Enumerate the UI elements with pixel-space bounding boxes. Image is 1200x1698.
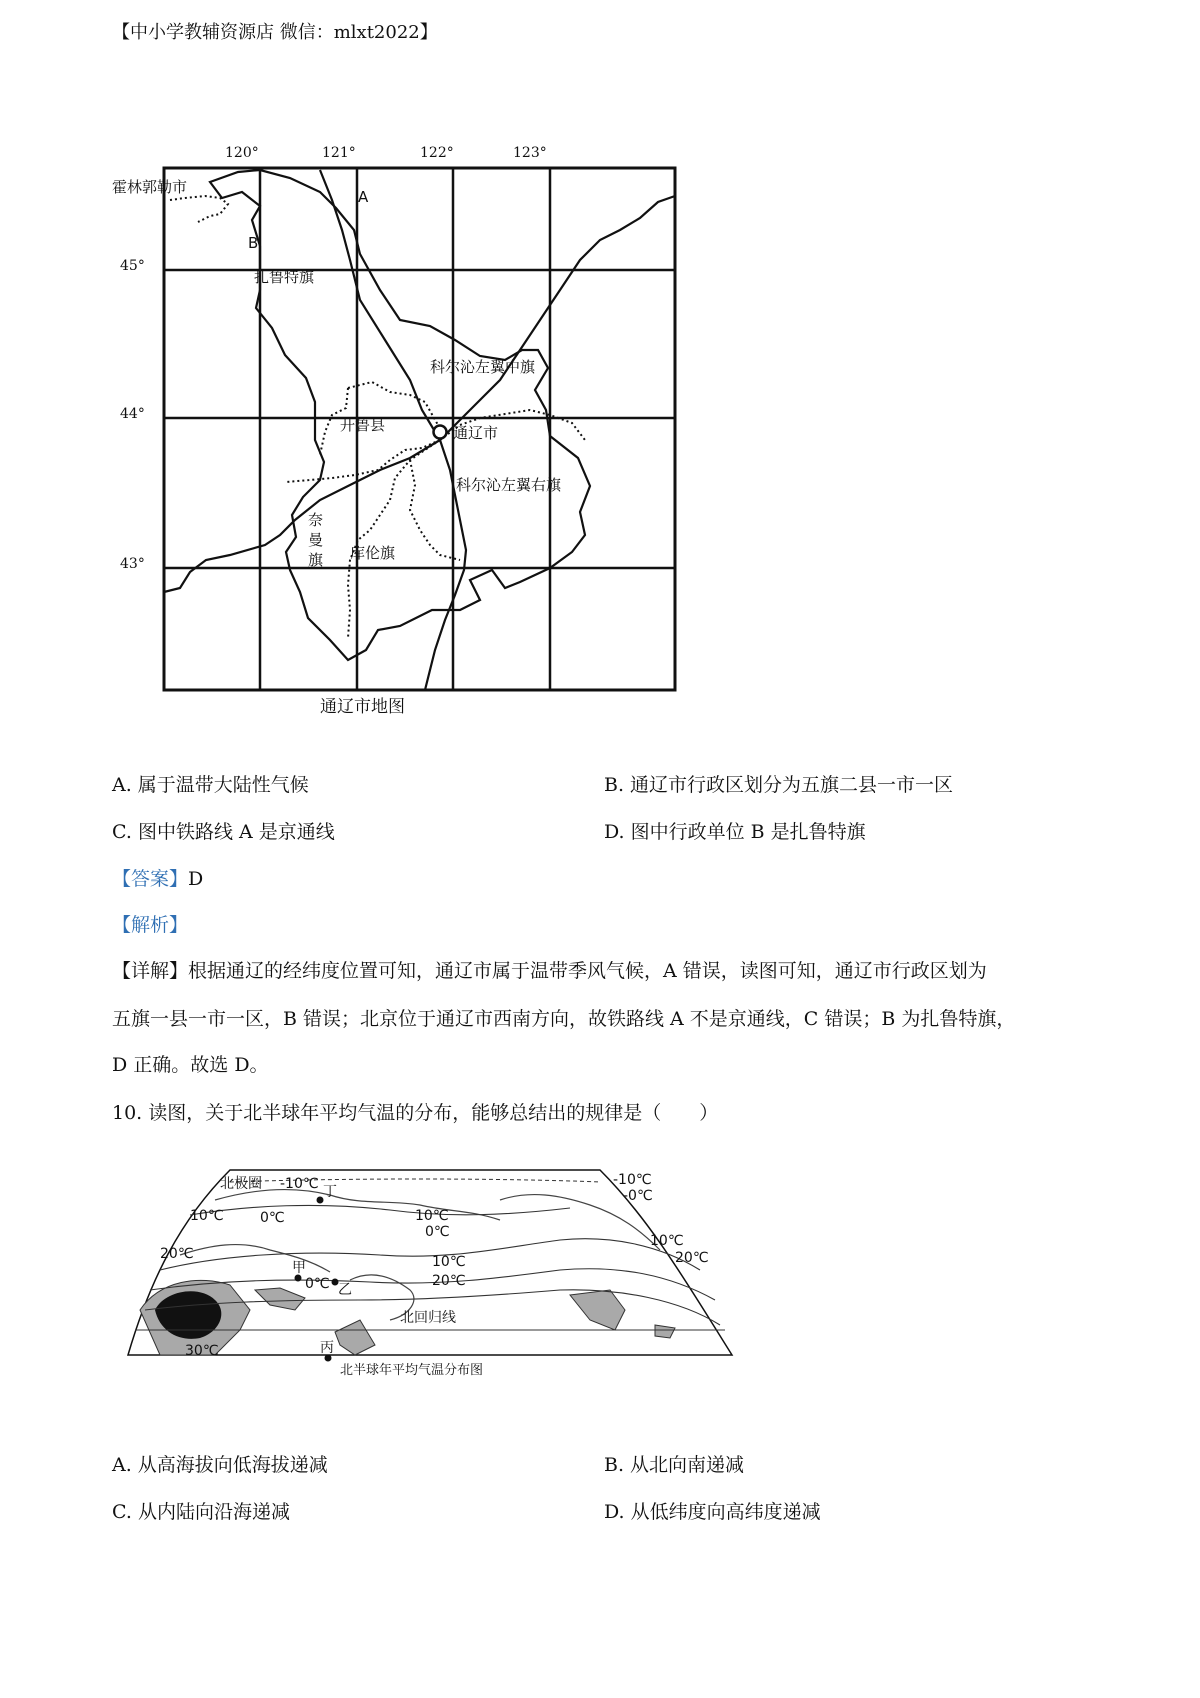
place-naiman-1: 奈 — [308, 511, 324, 529]
q9-option-d[interactable]: D. 图中行政单位 B 是扎鲁特旗 — [604, 821, 866, 843]
city-boundary — [210, 170, 590, 660]
q9-option-a[interactable]: A. 属于温带大陆性气候 — [112, 774, 309, 796]
lon-label: 122° — [420, 145, 454, 161]
isotherm-label: -10℃ — [280, 1176, 319, 1192]
q10-option-c[interactable]: C. 从内陆向沿海递减 — [112, 1501, 290, 1523]
label-tropic: 北回归线 — [400, 1310, 456, 1326]
point-jia-label: 甲 — [292, 1260, 306, 1276]
q10-option-d[interactable]: D. 从低纬度向高纬度递减 — [604, 1501, 821, 1523]
map-grid — [164, 168, 675, 690]
label-arctic: 北极圈 — [220, 1176, 262, 1192]
isotherm-label: -10℃ — [613, 1172, 652, 1188]
place-kezuozhong: 科尔沁左翼中旗 — [430, 358, 536, 376]
isotherm-label: 30℃ — [185, 1343, 219, 1359]
map2-caption: 北半球年平均气温分布图 — [340, 1363, 484, 1378]
q10-option-a[interactable]: A. 从高海拔向低海拔递减 — [112, 1454, 328, 1476]
point-yi-label: 乙 — [338, 1282, 352, 1298]
place-kailu: 开鲁县 — [340, 416, 386, 434]
isotherm-label: 20℃ — [675, 1250, 709, 1266]
point-ding-label: 丁 — [323, 1184, 337, 1200]
isotherm-label: 0℃ — [305, 1276, 330, 1292]
lon-label: 120° — [225, 145, 259, 161]
answer-value: D — [188, 868, 204, 890]
isotherm-label: -0℃ — [623, 1188, 653, 1204]
place-kezuohou: 科尔沁左翼右旗 — [456, 476, 562, 494]
isotherm-label: 20℃ — [432, 1273, 466, 1289]
railway-ne — [440, 196, 675, 440]
admin-b-label: B — [248, 234, 259, 252]
tongliao-point — [434, 426, 447, 439]
lat-label: 44° — [120, 406, 145, 422]
place-naiman-2: 曼 — [308, 531, 324, 549]
q10-stem: 10. 读图，关于北半球年平均气温的分布，能够总结出的规律是（ ） — [112, 1102, 719, 1124]
q9-answer — [112, 864, 203, 891]
page-header: 【中小学教辅资源店 微信：mlxt2022】 — [112, 22, 438, 43]
point-bing-label: 丙 — [320, 1340, 334, 1356]
q9-option-b[interactable]: B. 通辽市行政区划分为五旗二县一市一区 — [604, 774, 954, 796]
railway-a-label: A — [358, 188, 369, 206]
place-tongliao: 通辽市 — [453, 424, 499, 442]
detail-line-1: 【详解】根据通辽的经纬度位置可知，通辽市属于温带季风气候，A 错误，读图可知，通辽市行政区划为 — [112, 960, 987, 982]
lat-label: 45° — [120, 258, 145, 274]
isotherm-label: 10℃ — [190, 1208, 224, 1224]
tongliao-map — [110, 140, 690, 720]
isotherm-label: 10℃ — [432, 1254, 466, 1270]
place-huolinguole: 霍林郭勒市 — [112, 178, 188, 196]
isotherm-label: 0℃ — [260, 1210, 285, 1226]
isotherm-label: 10℃ — [415, 1208, 449, 1224]
q10-option-b[interactable]: B. 从北向南递减 — [604, 1454, 745, 1476]
lon-label: 121° — [322, 145, 356, 161]
isotherm-label: 20℃ — [160, 1246, 194, 1262]
detail-line-2: 五旗一县一市一区，B 错误；北京位于通辽市西南方向，故铁路线 A 不是京通线，C 错误；B 为扎鲁特旗， — [112, 1008, 1016, 1030]
map1-title: 通辽市地图 — [320, 697, 405, 717]
lon-label: 123° — [513, 145, 547, 161]
lat-label: 43° — [120, 556, 145, 572]
analysis-label: 【解析】 — [112, 914, 189, 936]
place-kulun: 库伦旗 — [350, 544, 396, 562]
answer-label: 【答案】 — [112, 868, 189, 890]
detail-line-3: D 正确。故选 D。 — [112, 1054, 269, 1076]
isotherm-label: 10℃ — [650, 1233, 684, 1249]
isotherm-label: 0℃ — [425, 1224, 450, 1240]
q9-option-c[interactable]: C. 图中铁路线 A 是京通线 — [112, 821, 335, 843]
place-zhalute: 扎鲁特旗 — [254, 268, 315, 286]
place-naiman-3: 旗 — [308, 551, 324, 569]
temperature-map — [120, 1160, 740, 1380]
